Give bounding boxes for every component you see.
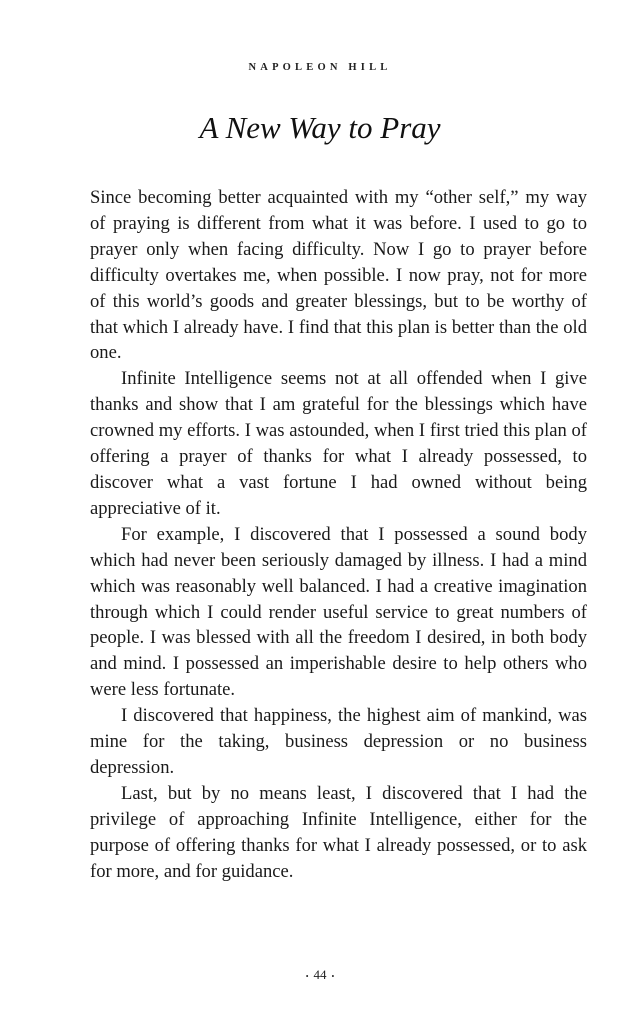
paragraph-5: Last, but by no means least, I discovered that I had the privilege of approaching Infinite Intelligence, either for the purpose of offering thanks for what I already possessed, or to ask for more, and for guidance. (90, 782, 587, 882)
page-number (0, 967, 640, 983)
chapter-title: A New Way to Pray (199, 110, 441, 145)
folio-ornament-left: • (305, 971, 309, 981)
paragraph-2: Infinite Intelligence seems not at all offended when I give thanks and show that I am grateful for the blessings which have crowned my efforts. I was astounded, when I first tried this plan of offering a prayer of thanks for what I already possessed, to discover what a vast fortune I had owned without being appreciative of it. (90, 368, 587, 519)
page-number-value: 44 (313, 967, 327, 982)
running-head: NAPOLEON HILL (248, 62, 392, 73)
paragraph-4: I discovered that happiness, the highest aim of mankind, was mine for the taking, business depression or no business depression. (90, 705, 587, 778)
paragraph-3: For example, I discovered that I possessed a sound body which had never been seriously damaged by illness. I had a mind which was reasonably well balanced. I had a creative imagination through which I could render useful service to great numbers of people. I was blessed with all the freedom I desired, in both body and mind. I possessed an imperishable desire to help others who were less fortunate. (90, 523, 587, 701)
folio-ornament-right: • (331, 971, 335, 981)
paragraph-1: Since becoming better acquainted with my “other self,” my way of praying is different from what it was before. I used to go to prayer only when facing difficulty. Now I go to prayer before difficulty overtakes me, when possible. I now pray, not for more of this world’s goods and greater blessings, but to be worthy of that which I already have. I find that this plan is better than the old one. (90, 187, 587, 364)
body-text (90, 185, 587, 884)
